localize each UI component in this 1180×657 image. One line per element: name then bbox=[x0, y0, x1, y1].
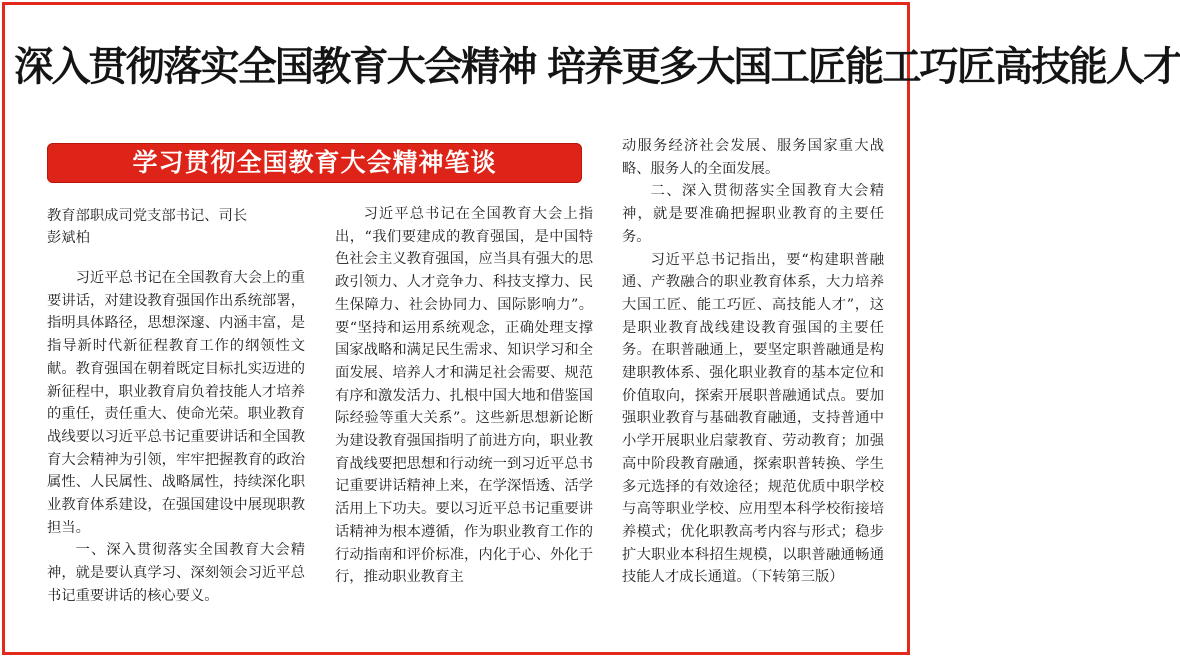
author-name: 彭斌柏 bbox=[47, 230, 90, 246]
article-frame bbox=[2, 2, 1180, 655]
headline: 深入贯彻落实全国教育大会精神 培养更多大国工匠能工巧匠高技能人才 bbox=[14, 44, 1180, 90]
paragraph: 一、深入贯彻落实全国教育大会精神，就是要认真学习、深刻领会习近平总书记重要讲话的核心要义。 bbox=[47, 542, 305, 604]
section-banner bbox=[47, 143, 582, 183]
paragraph: 习近平总书记在全国教育大会上的重要讲话，对建设教育强国作出系统部署，指明具体路径，思想深邃、内涵丰富，是指导新时代新征程教育工作的纲领性文献。教育强国在朝着既定目标扎实迈进的新征程中，职业教育肩负着技能人才培养的重任，责任重大、使命光荣。职业教育战线要以习近平总书记重要讲话和全国教育大会精神为引领，牢牢把握教育的政治属性、人民属性、战略属性，持续深化职业教育体系建设，在强国建设中展现职教担当。 bbox=[47, 270, 305, 536]
paragraph-continued: 动服务经济社会发展、服务国家重大战略、服务人的全面发展。 bbox=[622, 138, 884, 177]
column-1 bbox=[47, 267, 305, 608]
byline bbox=[47, 205, 305, 249]
column-3 bbox=[622, 135, 884, 589]
author-title: 教育部职成司党支部书记、司长 bbox=[47, 208, 248, 224]
paragraph: 二、深入贯彻落实全国教育大会精神，就是要准确把握职业教育的主要任务。 bbox=[622, 183, 884, 245]
paragraph: 习近平总书记在全国教育大会上指出，“我们要建成的教育强国，是中国特色社会主义教育强国，应当具有强大的思政引领力、人才竞争力、科技支撑力、民生保障力、社会协同力、国际影响力”。要“坚持和运用系统观念，正确处理支撑国家战略和满足民生需求、知识学习和全面发展、培养人才和满足社会需要、规范有序和激发活力、扎根中国大地和借鉴国际经验等重大关系”。这些新思想新论断为建设教育强国指明了前进方向，职业教育战线要把思想和行动统一到习近平总书记重要讲话精神上来，在学深悟透、活学活用上下功夫。要以习近平总书记重要讲话精神为根本遵循，作为职业教育工作的行动指南和评价标准，内化于心、外化于行，推动职业教育主 bbox=[335, 206, 593, 586]
column-2 bbox=[335, 203, 593, 589]
paragraph: 习近平总书记指出，要“构建职普融通、产教融合的职业教育体系，大力培养大国工匠、能工巧匠、高技能人才”，这是职业教育战线建设教育强国的主要任务。在职普融通上，要坚定职普融通是构建职教体系、强化职业教育的基本定位和价值取向，探索开展职普融通试点。要加强职业教育与基础教育融通，支持普通中小学开展职业启蒙教育、劳动教育；加强高中阶段教育融通，探索职普转换、学生多元选择的有效途径；规范优质中职学校与高等职业学校、应用型本科学校衔接培养模式；优化职教高考内容与形式；稳步扩大职业本科招生规模，以职普融通畅通技能人才成长通道。（下转第三版） bbox=[622, 251, 884, 586]
section-banner-text: 学习贯彻全国教育大会精神笔谈 bbox=[132, 148, 497, 177]
